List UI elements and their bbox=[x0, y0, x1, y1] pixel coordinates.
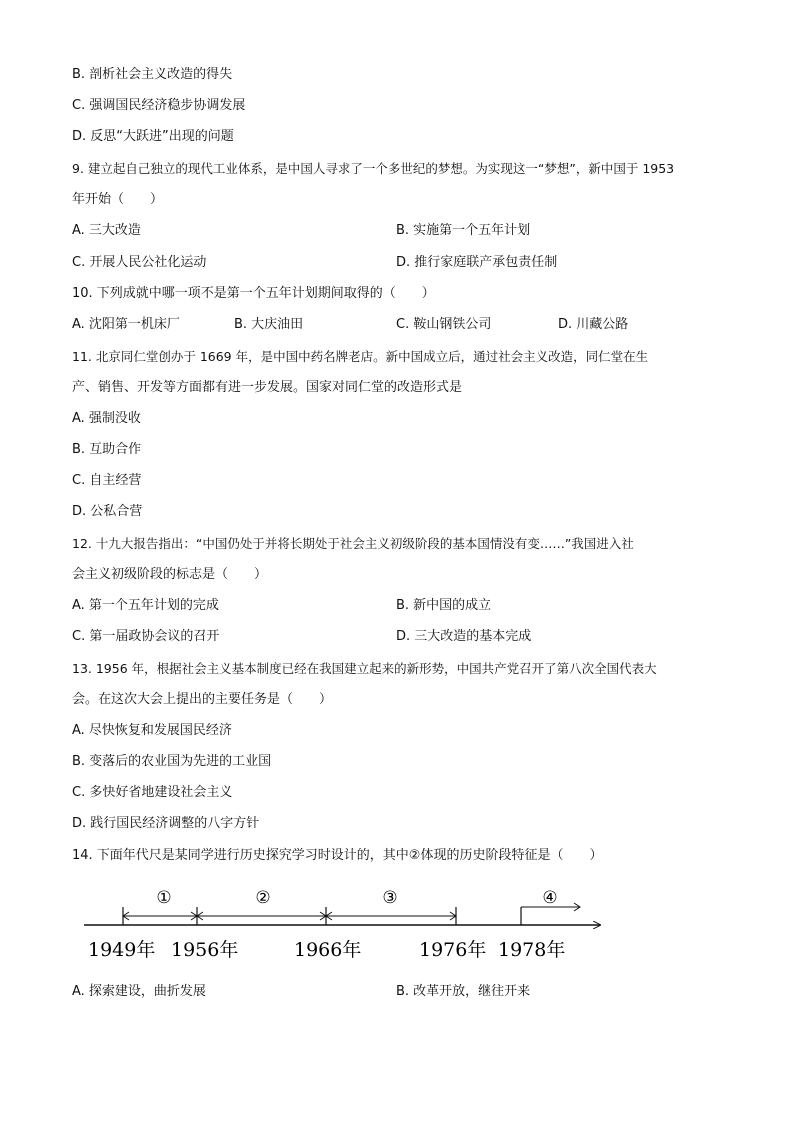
q10-stem: 10. 下列成就中哪一项不是第一个五年计划期间取得的（ ） bbox=[72, 286, 435, 301]
q14-option-b: B. 改革开放，继往开来 bbox=[396, 984, 531, 999]
q11-option-d: D. 公私合营 bbox=[72, 504, 143, 519]
segment-1-label: ① bbox=[156, 888, 172, 908]
q12-stem-line1: 12. 十九大报告指出：“中国仍处于并将长期处于社会主义初级阶段的基本国情没有变……”我国进入社 bbox=[72, 536, 634, 551]
year-1966: 1966年 bbox=[294, 939, 362, 961]
q10-option-b: B. 大庆油田 bbox=[234, 317, 304, 332]
q12-option-b: B. 新中国的成立 bbox=[396, 598, 492, 613]
segment-3-label: ③ bbox=[382, 888, 398, 908]
q13-stem-line2: 会。在这次大会上提出的主要任务是（ ） bbox=[72, 692, 333, 707]
year-1976: 1976年 bbox=[419, 939, 487, 961]
year-1978: 1978年 bbox=[498, 939, 566, 961]
q10-option-a: A. 沈阳第一机床厂 bbox=[72, 317, 180, 332]
q13-option-a: A. 尽快恢复和发展国民经济 bbox=[72, 723, 232, 738]
q13-option-d: D. 践行国民经济调整的八字方针 bbox=[72, 816, 260, 831]
q12-option-d: D. 三大改造的基本完成 bbox=[396, 629, 532, 644]
q13-stem-line1: 13. 1956 年，根据社会主义基本制度已经在我国建立起来的新形势，中国共产党召开了第八次全国代表大 bbox=[72, 661, 657, 676]
q10-option-c: C. 鞍山钢铁公司 bbox=[396, 317, 492, 332]
q11-option-c: C. 自主经营 bbox=[72, 473, 142, 488]
segment-2-label: ② bbox=[255, 888, 271, 908]
q10-option-d: D. 川藏公路 bbox=[558, 317, 629, 332]
timeline-figure bbox=[80, 880, 620, 970]
q8-option-c: C. 强调国民经济稳步协调发展 bbox=[72, 98, 246, 113]
year-1956: 1956年 bbox=[171, 939, 239, 961]
q11-stem-line1: 11. 北京同仁堂创办于 1669 年，是中国中药名牌老店。新中国成立后，通过社会主义改造，同仁堂在生 bbox=[72, 349, 649, 364]
q9-stem-line2: 年开始（ ） bbox=[72, 192, 164, 207]
q9-stem-line1: 9. 建立起自己独立的现代工业体系，是中国人寻求了一个多世纪的梦想。为实现这一“梦想”，新中国于 1953 bbox=[72, 161, 675, 176]
q12-stem-line2: 会主义初级阶段的标志是（ ） bbox=[72, 567, 268, 582]
q11-stem-line2: 产、销售、开发等方面都有进一步发展。国家对同仁堂的改造形式是 bbox=[72, 380, 463, 395]
q9-option-b: B. 实施第一个五年计划 bbox=[396, 223, 531, 238]
q13-option-b: B. 变落后的农业国为先进的工业国 bbox=[72, 754, 272, 769]
q8-option-b: B. 剖析社会主义改造的得失 bbox=[72, 67, 233, 82]
q14-stem: 14. 下面年代尺是某同学进行历史探究学习时设计的，其中②体现的历史阶段特征是（ ） bbox=[72, 848, 603, 863]
q9-option-d: D. 推行家庭联产承包责任制 bbox=[396, 255, 558, 270]
segment-arrows bbox=[123, 903, 580, 920]
q11-option-a: A. 强制没收 bbox=[72, 411, 141, 426]
q11-option-b: B. 互助合作 bbox=[72, 442, 142, 457]
q13-option-c: C. 多快好省地建设社会主义 bbox=[72, 785, 233, 800]
q14-option-a: A. 探索建设，曲折发展 bbox=[72, 984, 206, 999]
q9-option-a: A. 三大改造 bbox=[72, 223, 141, 238]
year-1949: 1949年 bbox=[88, 939, 156, 961]
q8-option-d: D. 反思“大跃进”出现的问题 bbox=[72, 129, 234, 144]
q12-option-c: C. 第一届政协会议的召开 bbox=[72, 629, 220, 644]
q12-option-a: A. 第一个五年计划的完成 bbox=[72, 598, 219, 613]
q9-option-c: C. 开展人民公社化运动 bbox=[72, 255, 207, 270]
segment-4-label: ④ bbox=[542, 888, 558, 908]
